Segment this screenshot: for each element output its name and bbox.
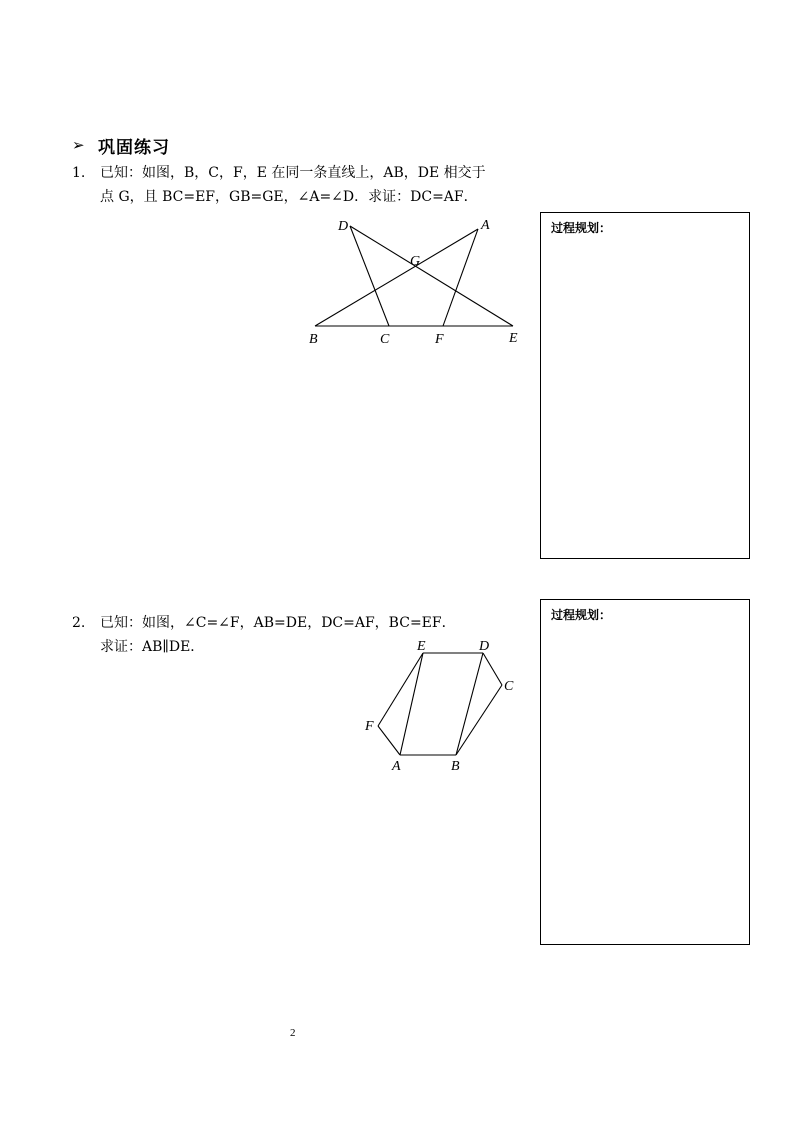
plan-label: 过程规划：: [551, 608, 612, 622]
problem-text-line: 已知：如图，B，C，F，E 在同一条直线上，AB，DE 相交于: [100, 165, 486, 181]
label-E: E: [509, 331, 518, 346]
figure-2-geometry: [360, 635, 530, 775]
plan-label: 过程规划：: [551, 221, 612, 235]
page-number: 2: [290, 1027, 296, 1039]
label-E: E: [417, 639, 426, 654]
problem-text-line: 已知：如图，∠C=∠F，AB=DE，DC=AF，BC=EF．: [100, 615, 456, 631]
problem-number: 2.: [72, 615, 86, 631]
segment-AE: [400, 653, 423, 755]
segment-AF: [443, 229, 478, 326]
segment-DC: [483, 653, 502, 685]
label-F: F: [365, 719, 374, 734]
plan-box-2[interactable]: [540, 599, 750, 945]
problem-text-line: 点 G，且 BC=EF，GB=GE，∠A=∠D．求证：DC=AF．: [100, 189, 478, 205]
segment-DC: [350, 226, 389, 326]
label-D: D: [479, 639, 490, 654]
segment-FE: [378, 653, 423, 726]
segment-DE: [350, 226, 513, 326]
label-A: A: [392, 759, 401, 774]
section-title: 巩固练习: [98, 137, 170, 158]
label-D: D: [338, 219, 349, 234]
segment-AF: [378, 726, 400, 755]
problem-text-line: 求证：AB∥DE．: [100, 639, 205, 655]
figure-1-geometry: [300, 212, 530, 352]
section-heading: [72, 132, 170, 158]
label-C: C: [380, 332, 390, 347]
segment-AB: [315, 229, 478, 326]
segment-CB: [456, 685, 502, 755]
problem-number: 1.: [72, 165, 86, 181]
label-C: C: [504, 679, 514, 694]
label-F: F: [435, 332, 444, 347]
segment-BD: [456, 653, 483, 755]
arrow-right-icon: ➢: [72, 136, 85, 154]
label-A: A: [481, 218, 490, 233]
plan-box-1[interactable]: [540, 212, 750, 559]
label-B: B: [309, 332, 318, 347]
label-B: B: [451, 759, 460, 774]
label-G: G: [410, 254, 421, 269]
